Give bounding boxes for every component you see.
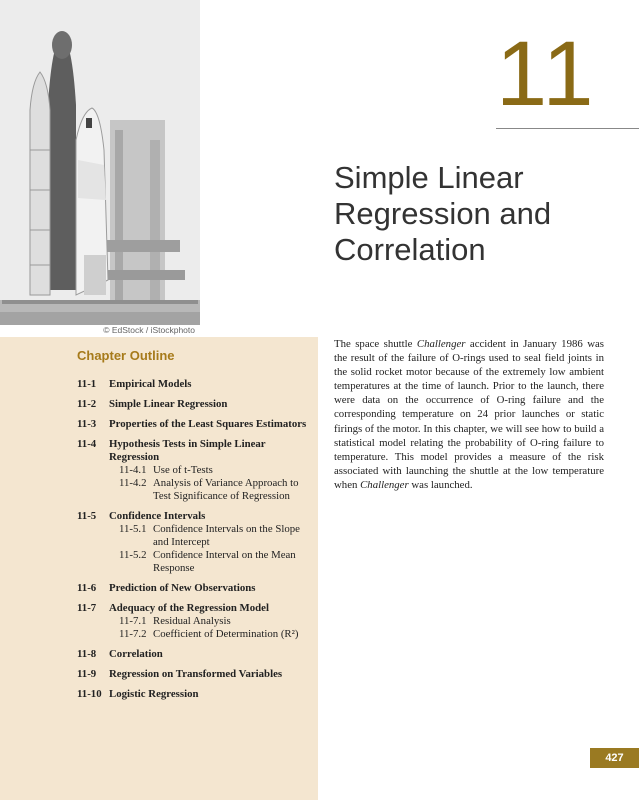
section-title: Empirical Models — [109, 378, 192, 390]
page-number: 427 — [590, 748, 639, 768]
subsection — [77, 464, 312, 477]
intro-emphasis: Challenger — [360, 478, 409, 491]
section-heading — [77, 418, 312, 431]
intro-paragraph — [334, 337, 604, 492]
section-number: 11-6 — [77, 582, 97, 594]
section-heading — [77, 582, 312, 595]
photo-credit: © EdStock / iStockphoto — [103, 325, 195, 335]
outline-section — [77, 668, 312, 681]
subsection — [77, 477, 312, 503]
chapter-title — [334, 160, 634, 268]
chapter-title-line: Regression and — [334, 196, 552, 231]
section-number: 11-7 — [77, 602, 97, 614]
subsection-title: Confidence Intervals on the Slope and Intercept — [153, 523, 300, 548]
section-heading — [77, 438, 312, 464]
section-number: 11-2 — [77, 398, 97, 410]
section-title: Adequacy of the Regression Model — [109, 602, 269, 614]
intro-text: accident in January 1986 was the result of the failure of O-rings used to seal field joints in the solid rocket motor because of the extremely low ambient temperatures at the time of launch. Prior to the launch, there were data on the occurrence of O-ring failure and the corresponding temperature on 24 prior launches or static firings of the motor. In this chapter, we will see how to build a statistical model relating the probability of O-ring failure to temperature. This model provides a measure of the risk associated with launching the shuttle at the low temperature when — [334, 338, 604, 491]
chapter-number: 11 — [496, 23, 596, 125]
section-heading — [77, 510, 312, 523]
outline-heading: Chapter Outline — [77, 348, 175, 363]
chapter-title-line: Correlation — [334, 232, 486, 267]
section-title: Prediction of New Observations — [109, 582, 256, 594]
subsection-number: 11-5.1 — [119, 523, 147, 535]
outline-section — [77, 602, 312, 641]
outline-section — [77, 510, 312, 575]
section-heading — [77, 648, 312, 661]
section-heading — [77, 398, 312, 411]
space-shuttle-photo — [0, 0, 200, 325]
section-number: 11-8 — [77, 648, 97, 660]
subsection — [77, 549, 312, 575]
section-title: Regression on Transformed Variables — [109, 668, 283, 680]
section-number: 11-9 — [77, 668, 97, 680]
subsection-number: 11-4.2 — [119, 477, 147, 489]
subsection-number: 11-4.1 — [119, 464, 147, 476]
intro-text: The space shuttle — [334, 338, 417, 350]
subsection-number: 11-7.1 — [119, 615, 147, 627]
intro-text: was launched. — [408, 478, 473, 491]
section-number: 11-5 — [77, 510, 97, 522]
subsection-number: 11-7.2 — [119, 628, 147, 640]
subsection — [77, 615, 312, 628]
subsection — [77, 628, 312, 641]
section-title: Correlation — [109, 648, 163, 660]
subsection-title: Confidence Interval on the Mean Response — [153, 549, 296, 574]
subsection-title: Analysis of Variance Approach to Test Significance of Regression — [153, 477, 299, 502]
outline-list — [77, 378, 312, 708]
section-heading — [77, 378, 312, 391]
subsection-title: Use of t-Tests — [153, 464, 213, 476]
section-number: 11-4 — [77, 438, 97, 450]
subsection-number: 11-5.2 — [119, 549, 147, 561]
section-heading — [77, 688, 312, 701]
section-number: 11-3 — [77, 418, 97, 430]
outline-section — [77, 418, 312, 431]
section-title: Properties of the Least Squares Estimators — [109, 418, 307, 430]
section-title: Hypothesis Tests in Simple Linear Regression — [109, 438, 266, 463]
section-number: 11-1 — [77, 378, 97, 390]
section-title: Logistic Regression — [109, 688, 199, 700]
outline-section — [77, 398, 312, 411]
outline-section — [77, 688, 312, 701]
outline-section — [77, 582, 312, 595]
subsection-title: Residual Analysis — [153, 615, 231, 627]
section-heading — [77, 668, 312, 681]
subsection — [77, 523, 312, 549]
outline-section — [77, 378, 312, 391]
chapter-title-line: Simple Linear — [334, 160, 524, 195]
section-title: Simple Linear Regression — [109, 398, 228, 410]
outline-section — [77, 438, 312, 503]
section-heading — [77, 602, 312, 615]
intro-emphasis: Challenger — [416, 338, 466, 350]
subsection-title: Coefficient of Determination (R²) — [153, 628, 299, 640]
space-shuttle-illustration — [0, 0, 200, 325]
section-title: Confidence Intervals — [109, 510, 206, 522]
outline-section — [77, 648, 312, 661]
section-number: 11-10 — [77, 688, 102, 700]
chapter-number-rule — [496, 128, 639, 129]
